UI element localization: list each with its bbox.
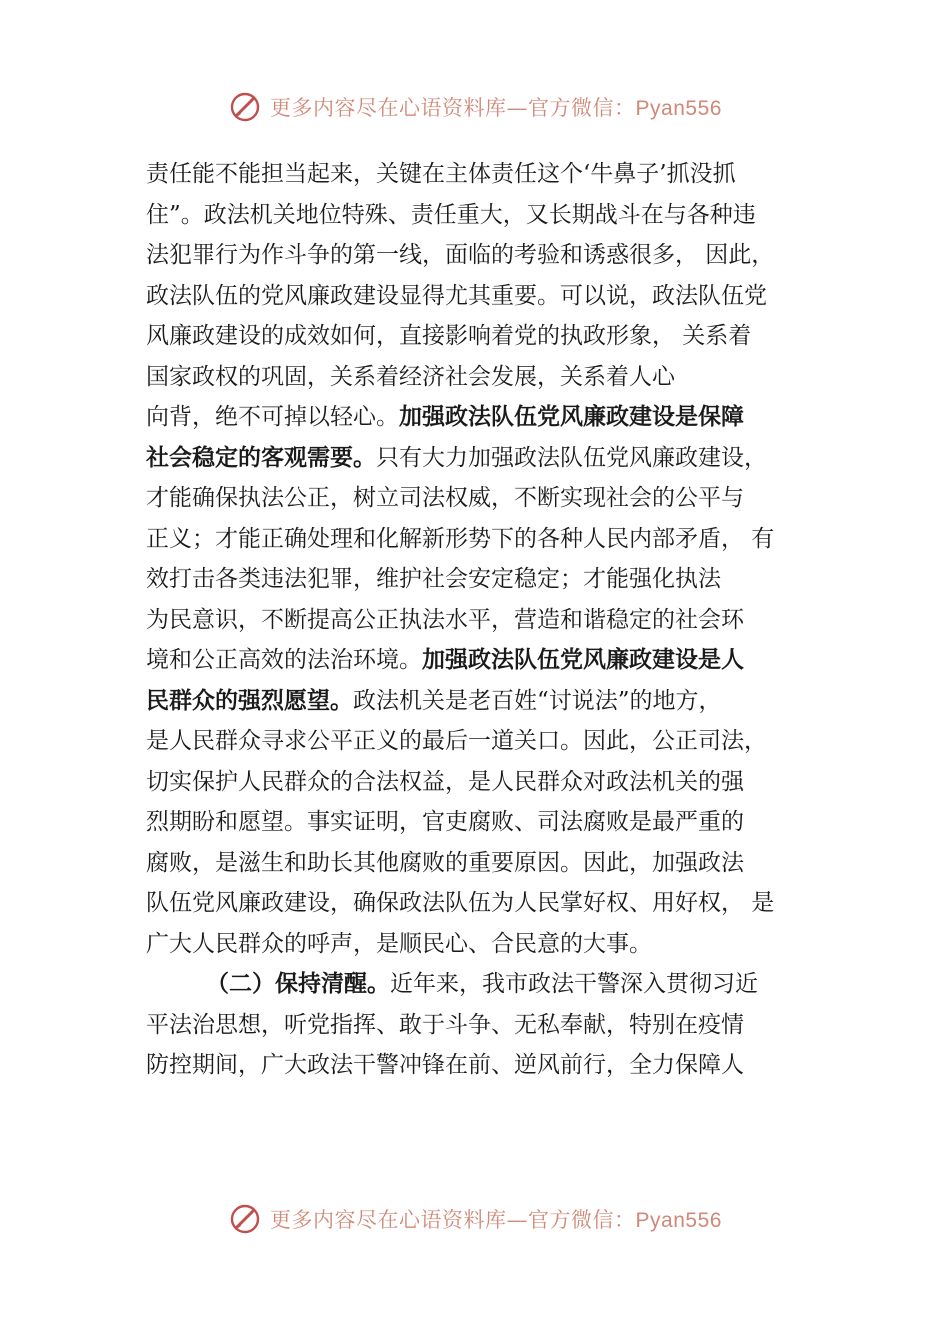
text-line bbox=[146, 235, 836, 276]
text-line bbox=[146, 357, 836, 398]
text-line bbox=[146, 195, 836, 236]
text-run: 国家政权的巩固，关系着经济社会发展，关系着人心 bbox=[146, 363, 675, 390]
text-run: 为民意识，不断提高公正执法水平，营造和谐稳定的社会环 bbox=[146, 606, 744, 633]
text-line bbox=[146, 843, 836, 884]
bold-text: 社会稳定的客观需要。 bbox=[146, 444, 376, 471]
text-run: 烈期盼和愿望。事实证明，官吏腐败、司法腐败是最严重的 bbox=[146, 809, 744, 835]
text-line bbox=[146, 519, 836, 560]
text-line bbox=[146, 721, 836, 762]
wechat-id: Pyan556 bbox=[635, 97, 722, 120]
text-run: 责任能不能担当起来，关键在主体责任这个‘牛鼻子’抓没抓 bbox=[146, 161, 736, 187]
text-line bbox=[146, 438, 836, 479]
text-run: 住”。政法机关地位特殊、责任重大，又长期战斗在与各种违 bbox=[146, 201, 756, 228]
text-run: 防控期间，广大政法干警冲锋在前、逆风前行，全力保障人 bbox=[146, 1052, 744, 1078]
text-run: 队伍党风廉政建设，确保政法队伍为人民掌好权、用好权， 是 bbox=[146, 890, 775, 916]
text-run: 平法治思想，听党指挥、敢于斗争、无私奉献，特别在疫情 bbox=[146, 1011, 744, 1038]
text-run: 是人民群众寻求公平正义的最后一道关口。因此，公正司法， bbox=[146, 728, 767, 754]
text-line bbox=[146, 964, 836, 1005]
text-run: 效打击各类违法犯罪，维护社会安定稳定；才能强化执法 bbox=[146, 566, 721, 592]
document-body bbox=[146, 154, 836, 1086]
text-line bbox=[146, 316, 836, 357]
bold-text: （二）保持清醒。 bbox=[206, 971, 390, 997]
bold-text: 加强政法队伍党风廉政建设是保障 bbox=[399, 404, 744, 430]
pen-logo-icon bbox=[228, 90, 262, 124]
text-line bbox=[146, 802, 836, 843]
text-line bbox=[146, 276, 836, 317]
text-line bbox=[146, 762, 836, 803]
text-run: 境和公正高效的法治环境。 bbox=[146, 647, 422, 673]
text-line bbox=[146, 924, 836, 965]
text-line bbox=[146, 154, 836, 195]
text-line bbox=[146, 1005, 836, 1046]
pen-logo-icon bbox=[228, 1202, 262, 1236]
text-line bbox=[146, 559, 836, 600]
text-line bbox=[146, 883, 836, 924]
text-run: 向背，绝不可掉以轻心。 bbox=[146, 404, 399, 430]
text-run: 政法队伍的党风廉政建设显得尤其重要。可以说，政法队伍党 bbox=[146, 282, 767, 309]
footer-banner bbox=[0, 1202, 950, 1236]
text-line bbox=[146, 1045, 836, 1086]
text-run: 正义；才能正确处理和化解新形势下的各种人民内部矛盾， 有 bbox=[146, 525, 775, 552]
text-line bbox=[146, 478, 836, 519]
banner-text: 更多内容尽在心语资料库—官方微信：Pyan556 bbox=[270, 96, 722, 120]
text-run: 广大人民群众的呼声，是顺民心、合民意的大事。 bbox=[146, 930, 652, 957]
text-run: 只有大力加强政法队伍党风廉政建设， bbox=[376, 444, 767, 471]
header-banner bbox=[0, 90, 950, 124]
text-line bbox=[146, 397, 836, 438]
banner-text: 更多内容尽在心语资料库—官方微信：Pyan556 bbox=[270, 1208, 722, 1232]
text-run: 才能确保执法公正，树立司法权威，不断实现社会的公平与 bbox=[146, 485, 744, 511]
bold-text: 民群众的强烈愿望。 bbox=[146, 687, 353, 714]
wechat-id: Pyan556 bbox=[635, 1209, 722, 1232]
text-run: 法犯罪行为作斗争的第一线，面临的考验和诱惑很多， 因此， bbox=[146, 242, 775, 268]
text-run: 风廉政建设的成效如何，直接影响着党的执政形象， 关系着 bbox=[146, 323, 752, 349]
text-run: 腐败，是滋生和助长其他腐败的重要原因。因此，加强政法 bbox=[146, 849, 744, 876]
text-line bbox=[146, 600, 836, 641]
text-run: 近年来，我市政法干警深入贯彻习近 bbox=[390, 971, 758, 997]
bold-text: 加强政法队伍党风廉政建设是人 bbox=[422, 647, 744, 673]
text-line bbox=[146, 681, 836, 722]
text-run: 切实保护人民群众的合法权益，是人民群众对政法机关的强 bbox=[146, 768, 744, 795]
text-line bbox=[146, 640, 836, 681]
text-run: 政法机关是老百姓“讨说法”的地方， bbox=[353, 687, 722, 714]
